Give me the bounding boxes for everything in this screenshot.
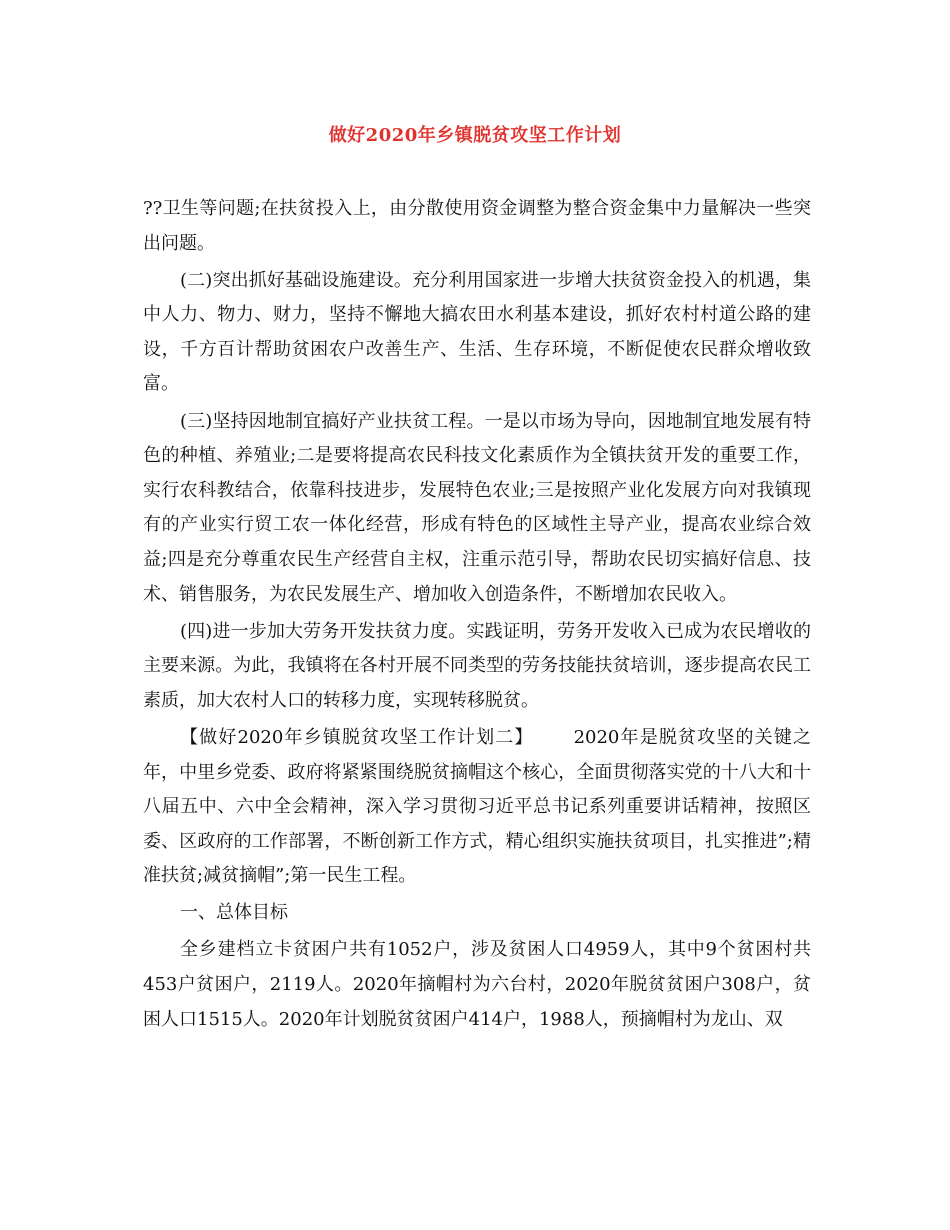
paragraph-labor: (四)进一步加大劳务开发扶贫力度。实践证明，劳务开发收入已成为农民增收的主要来源。为此，我镇将在各村开展不同类型的劳务技能扶贫培训，逐步提高农民工素质，加大农村人口的转移力度，实现转移脱贫。 xyxy=(143,620,811,711)
paragraph-statistics: 全乡建档立卡贫困户共有1052户，涉及贫困人口4959人，其中9个贫困村共453户贫困户，2119人。2020年摘帽村为六台村，2020年脱贫贫困户308户，贫困人口1515人。2020年计划脱贫贫困户414户，1988人，预摘帽村为龙山、双 xyxy=(143,939,811,1030)
document-body xyxy=(143,192,811,1040)
paragraph-industry: (三)坚持因地制宜搞好产业扶贫工程。一是以市场为导向，因地制宜地发展有特色的种植、养殖业;二是要将提高农民科技文化素质作为全镇扶贫开发的重要工作，实行农科教结合，依靠科技进步，发展特色农业;三是按照产业化发展方向对我镇现有的产业实行贸工农一体化经营，形成有特色的区域性主导产业，提高农业综合效益;四是充分尊重农民生产经营自主权，注重示范引导，帮助农民切实搞好信息、技术、销售服务，为农民发展生产、增加收入创造条件，不断增加农民收入。 xyxy=(143,410,811,605)
paragraph-plan-two xyxy=(143,721,811,894)
paragraph-continuation: ??卫生等问题;在扶贫投入上，由分散使用资金调整为整合资金集中力量解决一些突出问题。 xyxy=(143,198,811,254)
plan-two-text: 2020年是脱贫攻坚的关键之年，中里乡党委、政府将紧紧围绕脱贫摘帽这个核心，全面贯彻落实党的十八大和十八届五中、六中全会精神，深入学习贯彻习近平总书记系列重要讲话精神，按照区委、区政府的工作部署，不断创新工作方式，精心组织实施扶贫项目，扎实推进”;精准扶贫;减贫摘帽”;第一民生工程。 xyxy=(143,726,811,887)
paragraph-infrastructure: (二)突出抓好基础设施建设。充分利用国家进一步增大扶贫资金投入的机遇，集中人力、物力、财力，坚持不懈地大搞农田水利基本建设，抓好农村村道公路的建设，千方百计帮助贫困农户改善生产、生活、生存环境，不断促使农民群众增收致富。 xyxy=(143,269,811,395)
plan-two-heading: 【做好2020年乡镇脱贫攻坚工作计划二】 xyxy=(180,726,534,748)
document-title: 做好2020年乡镇脱贫攻坚工作计划 xyxy=(328,125,622,146)
section-heading-overall-goal: 一、总体目标 xyxy=(180,902,288,924)
